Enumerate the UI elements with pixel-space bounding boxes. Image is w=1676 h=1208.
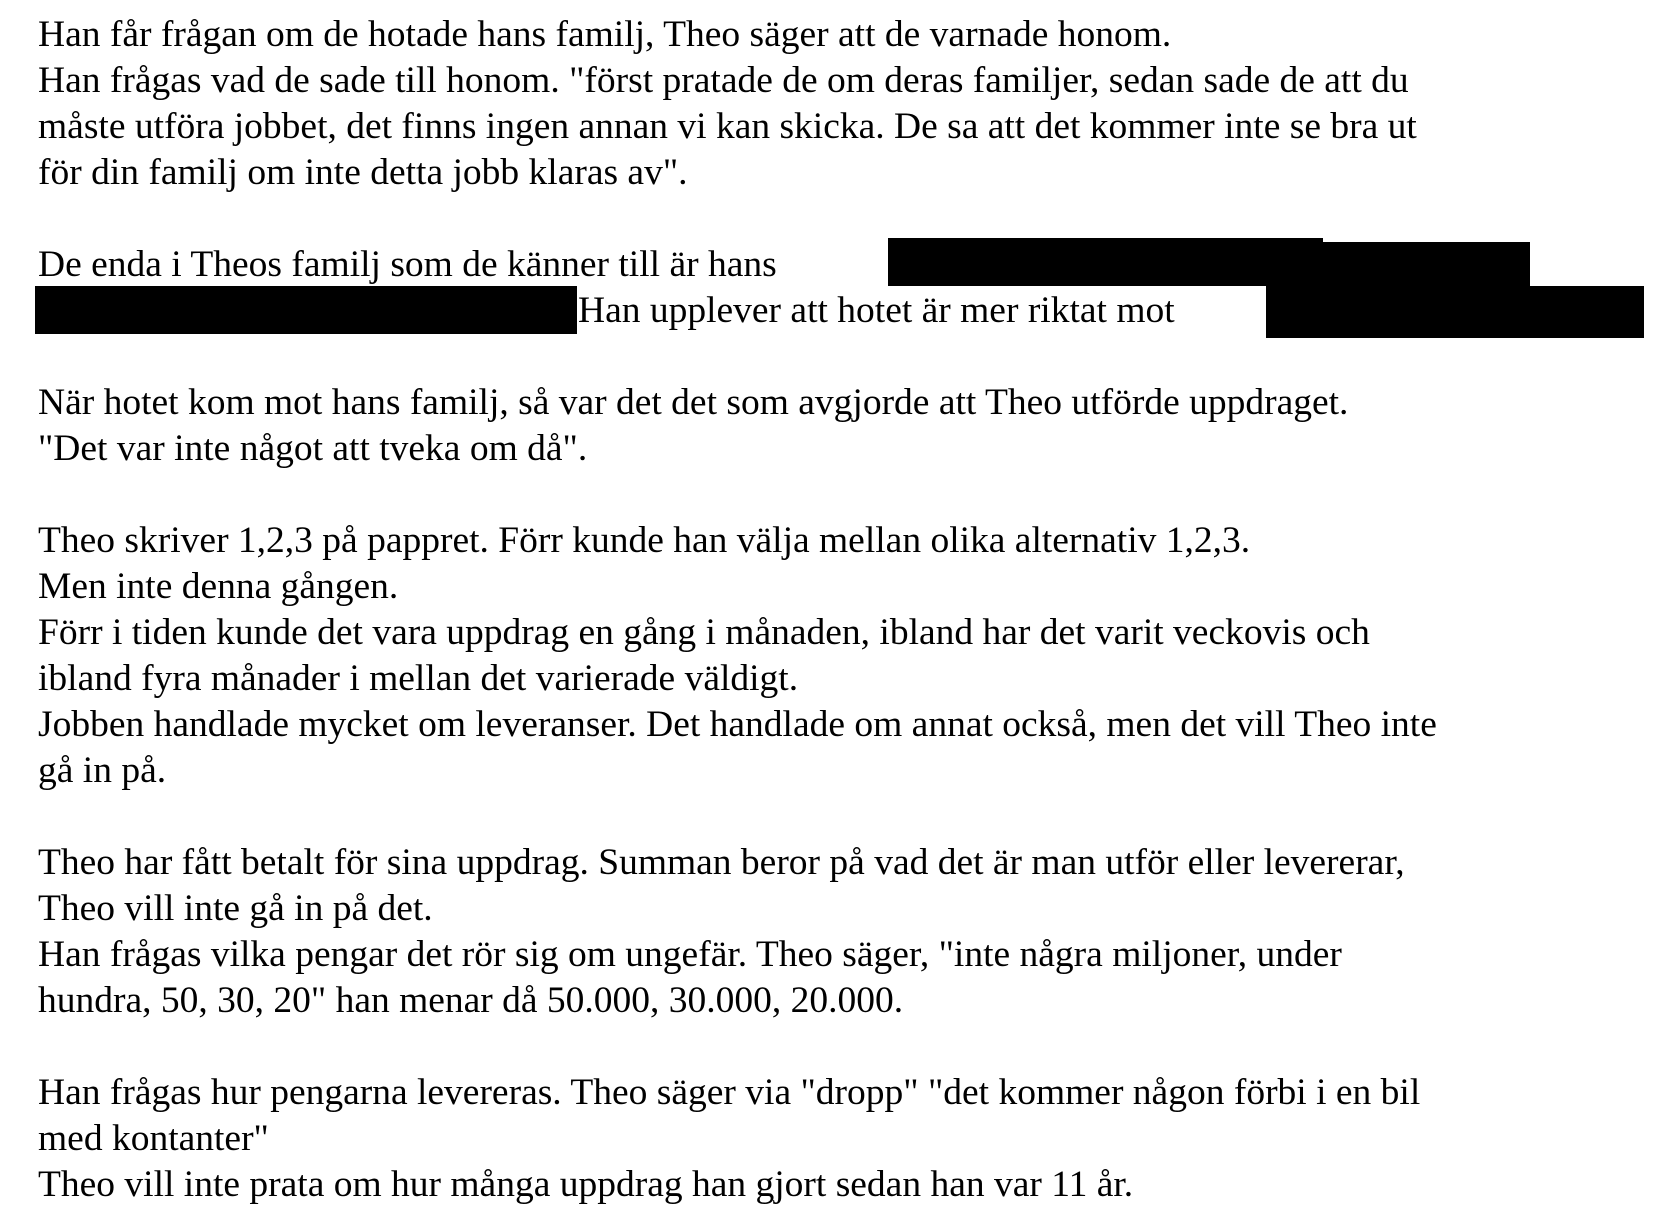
paragraph-break — [38, 196, 1658, 242]
paragraph-break — [38, 794, 1658, 840]
redaction-block — [888, 238, 1323, 286]
text-line: hundra, 50, 30, 20" han menar då 50.000, 30.000, 20.000. — [38, 980, 904, 1021]
redaction-block — [1266, 286, 1644, 338]
text-fragment: Han upplever att hotet är mer riktat mot — [578, 290, 1175, 331]
text-line: Han frågas vad de sade till honom. "först pratade de om deras familjer, sedan sade de att du — [38, 60, 1409, 101]
text-line: Han frågas hur pengarna levereras. Theo säger via "dropp" "det kommer någon förbi i en bil — [38, 1072, 1421, 1113]
redaction-block — [1318, 242, 1530, 286]
text-line: Jobben handlade mycket om leveranser. Det handlade om annat också, men det vill Theo inte — [38, 704, 1437, 745]
text-line: Han får frågan om de hotade hans familj, Theo säger att de varnade honom. — [38, 14, 1172, 55]
text-line: för din familj om inte detta jobb klaras av". — [38, 152, 688, 193]
text-line: gå in på. — [38, 750, 167, 791]
redaction-block — [35, 286, 577, 334]
text-line: De enda i Theos familj som de känner till är hans — [38, 244, 777, 285]
text-line: Han frågas vilka pengar det rör sig om ungefär. Theo säger, "inte några miljoner, under — [38, 934, 1342, 975]
text-line: med kontanter" — [38, 1118, 269, 1159]
text-line: "Det var inte något att tveka om då". — [38, 428, 588, 469]
text-line: Theo vill inte gå in på det. — [38, 888, 433, 929]
text-line: Theo vill inte prata om hur många uppdrag han gjort sedan han var 11 år. — [38, 1164, 1134, 1205]
document-page — [38, 12, 1658, 1208]
text-line: ibland fyra månader i mellan det varierade väldigt. — [38, 658, 799, 699]
text-line: Men inte denna gången. — [38, 566, 399, 607]
text-line: När hotet kom mot hans familj, så var det det som avgjorde att Theo utförde uppdraget. — [38, 382, 1349, 423]
paragraph-break — [38, 1024, 1658, 1070]
paragraph-break — [38, 472, 1658, 518]
text-line: måste utföra jobbet, det finns ingen annan vi kan skicka. De sa att det kommer inte se bra ut — [38, 106, 1417, 147]
text-line: Förr i tiden kunde det vara uppdrag en gång i månaden, ibland har det varit veckovis och — [38, 612, 1370, 653]
text-line: Theo skriver 1,2,3 på pappret. Förr kunde han välja mellan olika alternativ 1,2,3. — [38, 520, 1251, 561]
text-line: Theo har fått betalt för sina uppdrag. Summan beror på vad det är man utför eller levererar, — [38, 842, 1405, 883]
paragraph-break — [38, 334, 1658, 380]
